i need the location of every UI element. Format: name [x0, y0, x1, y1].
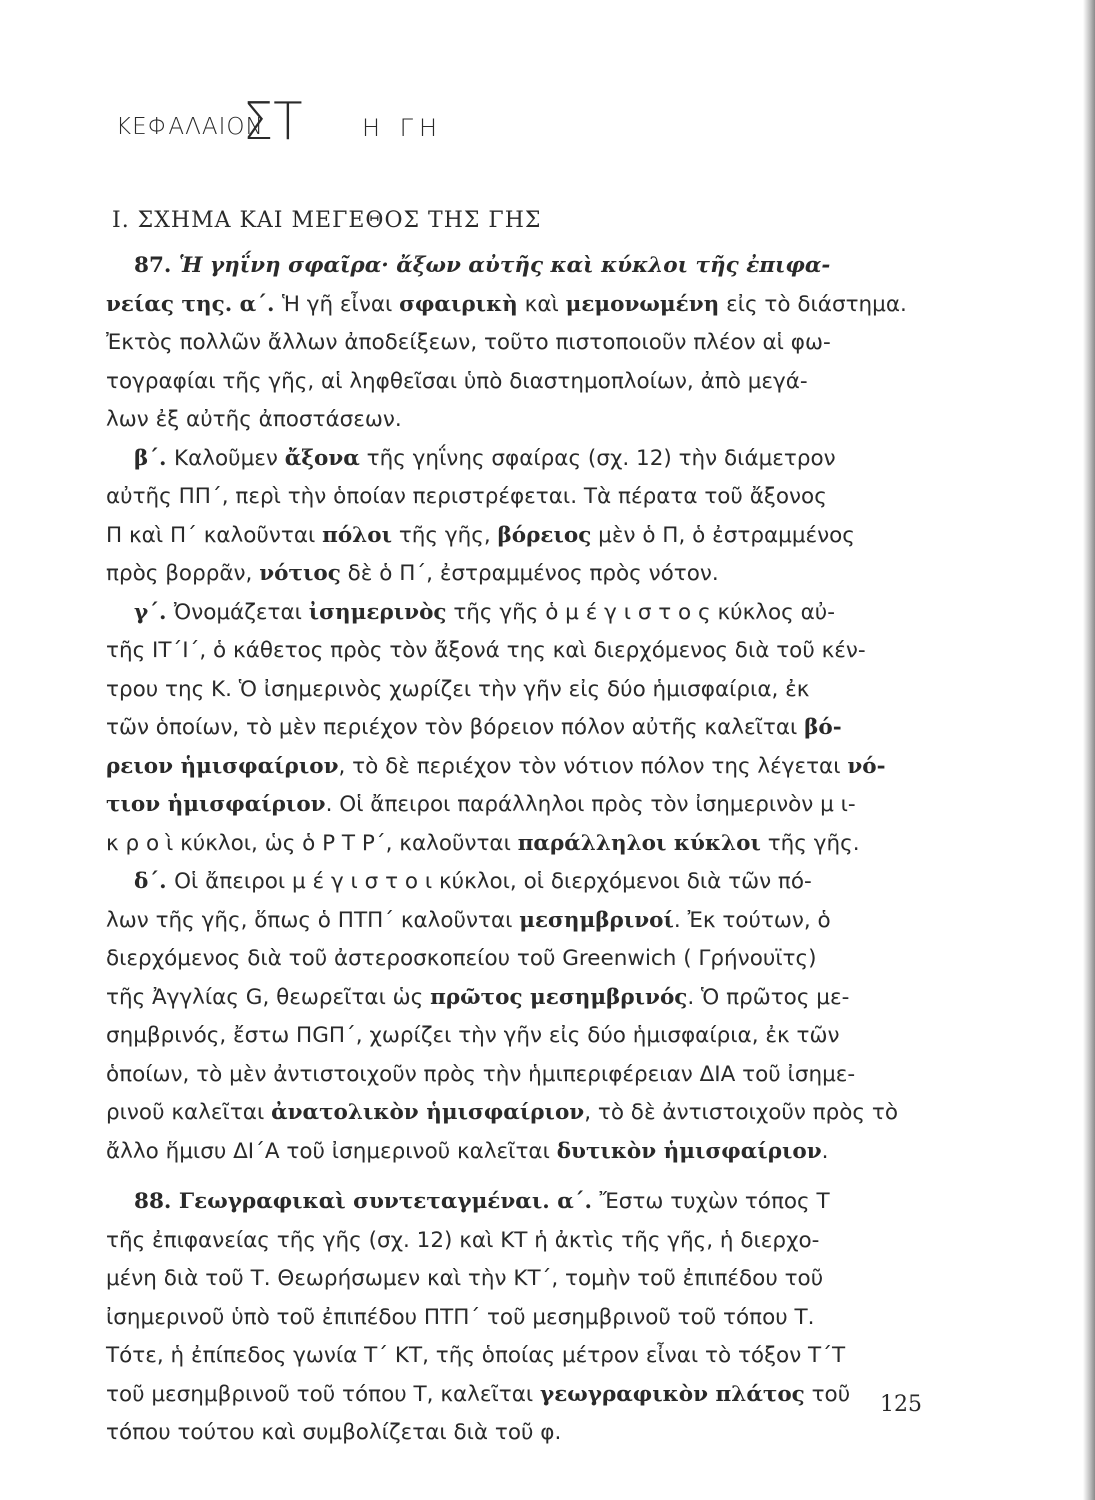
text-line: τιον ἡμισφαίριον. Οἱ ἄπειροι παράλληλοι πρὸς τὸν ἰσημερινὸν μ ι- — [106, 792, 856, 817]
text-line: τῆς Ἀγγλίας G, θεωρεῖται ὡς πρῶτος μεσημβρινός. Ὁ πρῶτος με- — [106, 985, 850, 1010]
text-line: σημβρινός, ἔστω ΠGΠ΄, χωρίζει τὴν γῆν εἰς δύο ἡμισφαίρια, ἐκ τῶν — [106, 1023, 840, 1048]
text-line: Ἐκτὸς πολλῶν ἄλλων ἀποδείξεων, τοῦτο πιστοποιοῦν πλέον αἱ φω- — [106, 330, 831, 355]
text-line: τῆς ΙΤ΄Ι΄, ὁ κάθετος πρὸς τὸν ἄξονά της καὶ διερχόμενος διὰ τοῦ κέν- — [106, 638, 866, 663]
text-line: β΄. Καλοῦμεν ἄξονα τῆς γηΐνης σφαίρας (σχ. 12) τὴν διάμετρον — [134, 446, 836, 471]
chapter-number: ΣΤ — [243, 92, 303, 152]
text-line: δ΄. Οἱ ἄπειροι μ έ γ ι σ τ ο ι κύκλοι, οἱ διερχόμενοι διὰ τῶν πό- — [134, 869, 812, 894]
text-line: 87. Ἡ γηΐνη σφαῖρα· ἄξων αὐτῆς καὶ κύκλοι τῆς ἐπιφα- — [134, 253, 831, 278]
section-heading: I. ΣΧΗΜΑ ΚΑΙ ΜΕΓΕΘΟΣ ΤΗΣ ΓΗΣ — [112, 208, 542, 233]
text-line: αὐτῆς ΠΠ΄, περὶ τὴν ὁποίαν περιστρέφεται. Τὰ πέρατα τοῦ ἄξονος — [106, 484, 827, 509]
text-line: γ΄. Ὀνομάζεται ἰσημερινὸς τῆς γῆς ὁ μ έ γ ι σ τ ο ς κύκλος αὐ- — [134, 600, 835, 625]
text-line: πρὸς βορρᾶν, νότιος δὲ ὁ Π΄, ἐστραμμένος πρὸς νότον. — [106, 561, 719, 586]
text-line: διερχόμενος διὰ τοῦ ἀστεροσκοπείου τοῦ Greenwich ( Γρήνουϊτς) — [106, 946, 817, 971]
text-line: τογραφίαι τῆς γῆς, αἱ ληφθεῖσαι ὑπὸ διαστημοπλοίων, ἀπὸ μεγά- — [106, 369, 808, 394]
page-number: 125 — [880, 1392, 922, 1417]
text-line: λων τῆς γῆς, ὅπως ὁ ΠΤΠ΄ καλοῦνται μεσημβρινοί. Ἐκ τούτων, ὁ — [106, 908, 831, 933]
text-line: λων ἐξ αὐτῆς ἀποστάσεων. — [106, 407, 402, 432]
text-line: Π καὶ Π΄ καλοῦνται πόλοι τῆς γῆς, βόρειος μὲν ὁ Π, ὁ ἐστραμμένος — [106, 523, 855, 548]
text-line: τῆς ἐπιφανείας τῆς γῆς (σχ. 12) καὶ ΚΤ ἡ ἀκτὶς τῆς γῆς, ἡ διερχο- — [106, 1228, 820, 1253]
text-line: ρινοῦ καλεῖται ἀνατολικὸν ἡμισφαίριον, τὸ δὲ ἀντιστοιχοῦν πρὸς τὸ — [106, 1100, 898, 1125]
chapter-title: Η ΓΗ — [362, 114, 444, 142]
text-line: ἄλλο ἥμισυ ΔΙ΄Α τοῦ ἰσημερινοῦ καλεῖται δυτικὸν ἡμισφαίριον. — [106, 1139, 829, 1164]
text-line: κ ρ ο ὶ κύκλοι, ὡς ὁ Ρ Τ Ρ΄, καλοῦνται παράλληλοι κύκλοι τῆς γῆς. — [106, 831, 860, 856]
page-edge-shadow — [1083, 0, 1095, 1500]
text-line: τόπου τούτου καὶ συμβολίζεται διὰ τοῦ φ. — [106, 1420, 562, 1445]
text-line: νείας της. α΄. Ἡ γῆ εἶναι σφαιρικὴ καὶ μεμονωμένη εἰς τὸ διάστημα. — [106, 292, 907, 317]
text-line: Τότε, ἡ ἐπίπεδος γωνία Τ΄ ΚΤ, τῆς ὁποίας μέτρον εἶναι τὸ τόξον Τ΄Τ — [106, 1343, 846, 1368]
text-line: τοῦ μεσημβρινοῦ τοῦ τόπου Τ, καλεῖται γεωγραφικὸν πλάτος τοῦ — [106, 1382, 851, 1407]
text-line: ὁποίων, τὸ μὲν ἀντιστοιχοῦν πρὸς τὴν ἡμιπεριφέρειαν ΔΙΑ τοῦ ἰσημε- — [106, 1062, 856, 1087]
text-line: τῶν ὁποίων, τὸ μὲν περιέχον τὸν βόρειον πόλον αὐτῆς καλεῖται βό- — [106, 715, 842, 740]
text-line: μένη διὰ τοῦ Τ. Θεωρήσωμεν καὶ τὴν ΚΤ΄, τομὴν τοῦ ἐπιπέδου τοῦ — [106, 1266, 824, 1291]
text-line: 88. Γεωγραφικαὶ συντεταγμέναι. α΄. Ἔστω τυχὼν τόπος Τ — [134, 1189, 830, 1214]
text-line: ρειον ἡμισφαίριον, τὸ δὲ περιέχον τὸν νότιον πόλον της λέγεται νό- — [106, 754, 886, 779]
text-line: τρου της Κ. Ὁ ἰσημερινὸς χωρίζει τὴν γῆν εἰς δύο ἡμισφαίρια, ἐκ — [106, 677, 810, 702]
text-line: ἰσημερινοῦ ὑπὸ τοῦ ἐπιπέδου ΠΤΠ΄ τοῦ μεσημβρινοῦ τοῦ τόπου Τ. — [106, 1305, 815, 1330]
chapter-label: ΚΕΦΑΛΑΙΟΝ — [116, 114, 264, 140]
